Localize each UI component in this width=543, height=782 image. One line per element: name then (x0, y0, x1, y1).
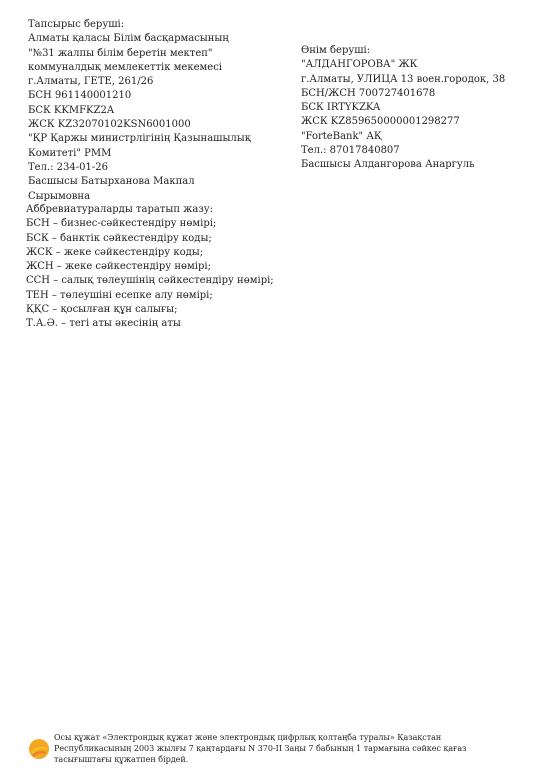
customer-details (28, 18, 251, 204)
customer-bank: Комитеті" РММ (28, 147, 112, 159)
legal-notice-line: Осы құжат «Электрондық құжат және электрондық цифрлық қолтаңба туралы» Қазақстан (54, 733, 442, 742)
abbreviations-list (26, 203, 274, 332)
customer-bic: БСК KKMFKZ2A (28, 104, 115, 116)
customer-org-line: коммуналдық мемлекеттік мекемесі (28, 61, 223, 73)
supplier-address: г.Алматы, УЛИЦА 13 воен.городок, 38 (301, 73, 506, 85)
abbreviation-item: Т.А.Ә. – тегі аты әкесінің аты (26, 318, 181, 330)
supplier-iic: ЖСК KZ859650000001298277 (301, 116, 460, 128)
abbreviation-item: БСК – банктік сәйкестендіру коды; (26, 232, 212, 244)
supplier-director: Басшысы Алдангорова Анаргуль (301, 159, 475, 171)
legal-notice-line: Республикасының 2003 жылғы 7 қаңтардағы N 370-II Заңы 7 бабының 1 тармағына сәйкес қағаз (54, 743, 467, 753)
customer-org-line: Алматы қаласы Білім басқармасының (28, 33, 229, 45)
egov-sun-icon (28, 738, 50, 760)
abbreviation-item: ЖСК – жеке сәйкестендіру коды; (26, 246, 204, 258)
customer-phone: Тел.: 234-01-26 (28, 161, 108, 173)
supplier-phone: Тел.: 87017840807 (301, 145, 400, 157)
abbreviation-item: ҚҚС – қосылған құн салығы; (26, 304, 178, 316)
customer-director: Басшысы Батырханова Макпал (28, 176, 195, 188)
legal-footer (28, 733, 533, 769)
abbreviation-item: БСН – бизнес-сәйкестендіру нөмірі; (26, 218, 217, 230)
customer-org-line: "№31 жалпы білім беретін мектеп" (28, 47, 213, 59)
supplier-bic: БСК IRTYKZKA (301, 102, 381, 114)
customer-iic: ЖСК KZ32070102KSN6001000 (28, 119, 191, 131)
customer-heading: Тапсырыс беруші: (28, 19, 125, 30)
supplier-heading: Өнім беруші: (301, 45, 371, 56)
customer-director: Сырымовна (28, 190, 91, 202)
customer-bank: "ҚР Қаржы министрлігінің Қазынашылық (28, 133, 251, 145)
supplier-details (301, 44, 505, 173)
abbreviation-item: ССН – салық төлеушінің сәйкестендіру нөмірі; (26, 275, 274, 287)
abbreviation-item: ЖСН – жеке сәйкестендіру нөмірі; (26, 261, 211, 273)
supplier-name: "АЛДАНГОРОВА" ЖК (301, 59, 418, 71)
legal-notice (54, 733, 466, 765)
supplier-bank: "ForteBank" АҚ (301, 130, 382, 142)
abbreviation-item: ТЕН – төлеушіні есепке алу нөмірі; (26, 289, 213, 301)
customer-bin: БСН 961140001210 (28, 90, 132, 102)
customer-address: г.Алматы, ГЕТЕ, 261/26 (28, 76, 154, 88)
legal-notice-line: тасығыштағы құжатпен бірдей. (54, 754, 189, 764)
supplier-bin: БСН/ЖСН 700727401678 (301, 87, 436, 99)
abbreviations-heading: Аббревиатураларды таратып жазу: (26, 204, 214, 215)
